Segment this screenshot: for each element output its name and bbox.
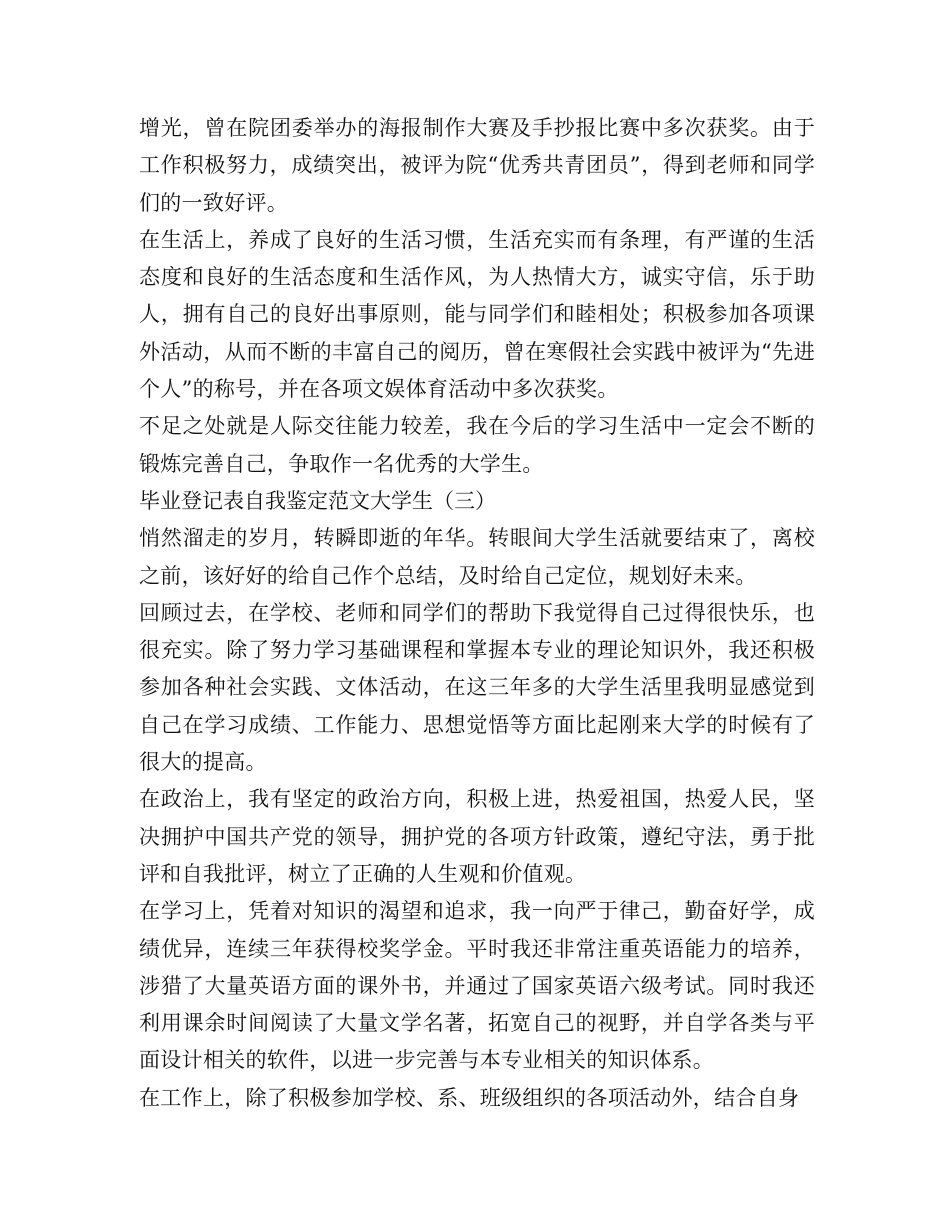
- paragraph-life: 在生活上，养成了良好的生活习惯，生活充实而有条理，有严谨的生活态度和良好的生活态度和生活作风，为人热情大方，诚实守信，乐于助人，拥有自己的良好出事原则，能与同学们和睦相处；积极参加各项课外活动，从而不断的丰富自己的阅历，曾在寒假社会实践中被评为“先进个人”的称号，并在各项文娱体育活动中多次获奖。: [139, 227, 815, 402]
- paragraph-work: 在工作上，除了积极参加学校、系、班级组织的各项活动外，结合自身: [139, 1085, 800, 1110]
- paragraph-honors: 增光，曾在院团委举办的海报制作大赛及手抄报比赛中多次获奖。由于工作积极努力，成绩突出，被评为院“优秀共青团员”，得到老师和同学们的一致好评。: [139, 116, 815, 215]
- paragraph-review: 回顾过去，在学校、老师和同学们的帮助下我觉得自己过得很快乐，也很充实。除了努力学习基础课程和掌握本专业的理论知识外，我还积极参加各种社会实践、文体活动，在这三年多的大学生活里我明显感觉到自己在学习成绩、工作能力、思想觉悟等方面比起刚来大学的时候有了很大的提高。: [139, 600, 815, 775]
- paragraph-study: 在学习上，凭着对知识的渴望和追求，我一向严于律己，勤奋好学，成绩优异，连续三年获得校奖学金。平时我还非常注重英语能力的培养，涉猎了大量英语方面的课外书，并通过了国家英语六级考试。同时我还利用课余时间阅读了大量文学名著，拓宽自己的视野，并自学各类与平面设计相关的软件，以进一步完善与本专业相关的知识体系。: [139, 899, 815, 1073]
- section-heading: 毕业登记表自我鉴定范文大学生（三）: [139, 488, 496, 513]
- paragraph-politics: 在政治上，我有坚定的政治方向，积极上进，热爱祖国，热爱人民，坚决拥护中国共产党的领导，拥护党的各项方针政策，遵纪守法，勇于批评和自我批评，树立了正确的人生观和价值观。: [139, 787, 815, 886]
- paragraph-shortcomings: 不足之处就是人际交往能力较差，我在今后的学习生活中一定会不断的锻炼完善自己，争取作一名优秀的大学生。: [139, 414, 815, 476]
- document-body: [139, 110, 815, 1117]
- paragraph-intro: 悄然溜走的岁月，转瞬即逝的年华。转眼间大学生活就要结束了，离校之前，该好好的给自己作个总结，及时给自己定位，规划好未来。: [139, 526, 815, 588]
